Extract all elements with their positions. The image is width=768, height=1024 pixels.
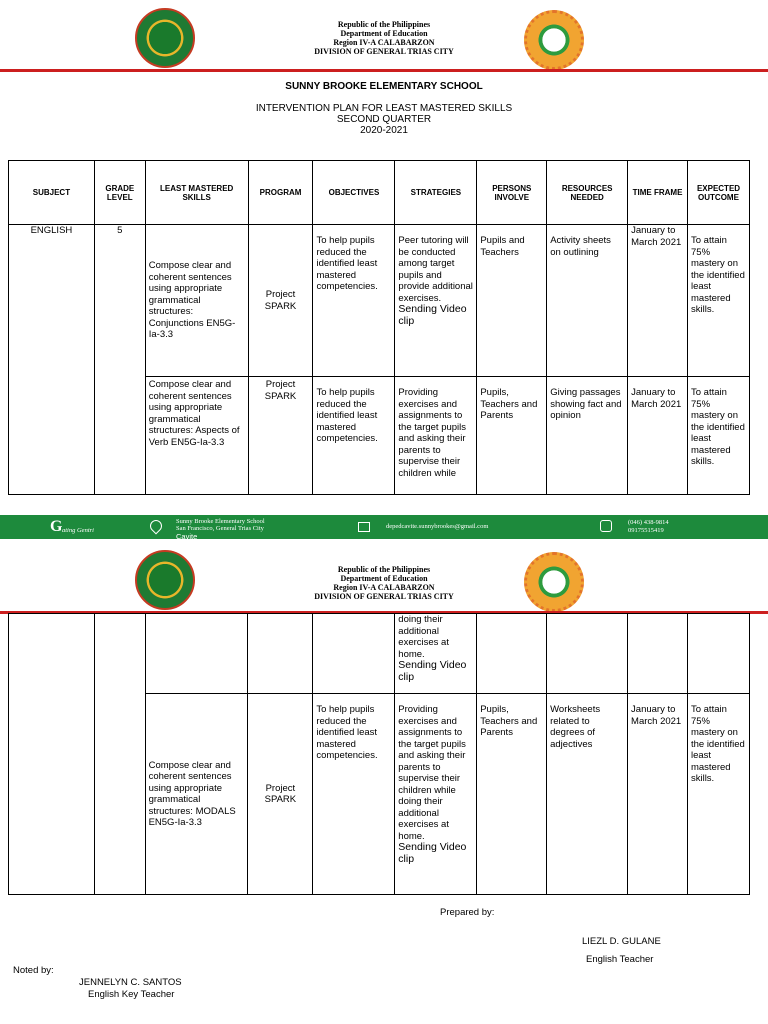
header-republic: Republic of the Philippines: [337, 20, 431, 29]
col-resources: RESOURCES NEEDED: [547, 161, 628, 225]
cell-program: Project SPARK: [248, 694, 313, 895]
cell-skills: Compose clear and coherent sentences using appropriate grammatical structures: Aspects of Verb EN5G-Ia-3.3: [145, 377, 248, 495]
col-program: PROGRAM: [248, 161, 313, 225]
cell-persons: Pupils and Teachers: [477, 225, 547, 377]
cell-strategies: [395, 225, 477, 377]
preparer-name: LIEZL D. GULANE: [582, 936, 661, 947]
header-deped: Department of Education: [340, 29, 428, 38]
header-region: Region IV-A CALABARZON: [333, 583, 435, 592]
cell-objectives: To help pupils reduced the identified least mastered competencies.: [313, 694, 395, 895]
cell-resources: Worksheets related to degrees of adjectives: [547, 694, 628, 895]
cell-grade: [94, 614, 145, 895]
cell-objectives: [313, 614, 395, 694]
cell-skills: [145, 614, 248, 694]
col-subject: SUBJECT: [9, 161, 95, 225]
noter-title: English Key Teacher: [88, 989, 175, 1000]
cell-program: Project SPARK: [248, 225, 313, 377]
cell-time: [628, 614, 688, 694]
cell-subject: [9, 614, 95, 895]
cell-strategies: [395, 694, 477, 895]
footer-email: depedcavite.sunnybrookes@gmail.com: [386, 523, 489, 530]
cell-outcome: [687, 614, 749, 694]
school-seal-logo: [524, 10, 584, 70]
footer-school: Sunny Brooke Elementary School: [176, 518, 265, 525]
prepared-label: Prepared by:: [440, 907, 495, 918]
cell-resources: Activity sheets on outlining: [547, 225, 628, 377]
cell-skills: Compose clear and coherent sentences using appropriate grammatical structures: MODALS EN5G-Ia-3.3: [145, 694, 248, 895]
table-row: [9, 225, 750, 377]
location-pin-icon: [148, 518, 165, 535]
school-name: SUNNY BROOKE ELEMENTARY SCHOOL: [285, 81, 483, 92]
header-division: DIVISION OF GENERAL TRIAS CITY: [314, 592, 454, 601]
cell-outcome: To attain 75% mastery on the identified least mastered skills.: [687, 694, 749, 895]
col-strategies: STRATEGIES: [395, 161, 477, 225]
preparer-title: English Teacher: [586, 954, 654, 965]
col-persons: PERSONS INVOLVE: [477, 161, 547, 225]
cell-time: January to March 2021: [628, 377, 688, 495]
strategies-extra: Sending Video clip: [398, 659, 467, 683]
header-region: Region IV-A CALABARZON: [333, 38, 435, 47]
footer-brand-text: ating Gentri: [62, 527, 94, 534]
page-footer: [0, 515, 768, 539]
col-outcome: EXPECTED OUTCOME: [688, 161, 750, 225]
page2-header: [0, 565, 768, 601]
cell-time: January to March 2021: [628, 225, 688, 377]
col-objectives: OBJECTIVES: [313, 161, 395, 225]
noted-label: Noted by:: [13, 965, 54, 976]
strategies-text: doing their additional exercises at home.: [398, 614, 449, 660]
table-header-row: [9, 161, 750, 225]
intervention-table-page1: [8, 160, 750, 495]
footer-address: San Francisco, General Trias City: [176, 525, 264, 532]
quarter-title: SECOND QUARTER: [336, 114, 432, 125]
table-row: [9, 614, 750, 694]
footer-phone1: (046) 438-9814: [628, 519, 669, 526]
cell-objectives: To help pupils reduced the identified least mastered competencies.: [313, 377, 395, 495]
footer-brand-letter: G: [50, 518, 63, 535]
cell-persons: [477, 614, 547, 694]
school-seal-logo: [524, 552, 584, 612]
col-grade: GRADE LEVEL: [94, 161, 145, 225]
cell-program: [248, 614, 313, 694]
cell-persons: Pupils, Teachers and Parents: [477, 694, 547, 895]
cell-persons: Pupils, Teachers and Parents: [477, 377, 547, 495]
header-division: DIVISION OF GENERAL TRIAS CITY: [314, 47, 454, 56]
col-skills: LEAST MASTERED SKILLS: [145, 161, 248, 225]
page1-header: [0, 20, 768, 56]
intervention-table-page2: [8, 613, 750, 895]
cell-resources: [547, 614, 628, 694]
strategies-extra: Sending Video clip: [398, 841, 467, 865]
cell-resources: Giving passages showing fact and opinion: [547, 377, 628, 495]
cell-subject: ENGLISH: [9, 225, 95, 495]
cell-time: January to March 2021: [628, 694, 688, 895]
footer-phone2: 09175515419: [628, 527, 664, 534]
plan-title: INTERVENTION PLAN FOR LEAST MASTERED SKILLS: [255, 103, 513, 114]
cell-grade: 5: [94, 225, 145, 495]
noter-name: JENNELYN C. SANTOS: [79, 977, 182, 988]
footer-address2: Cavite: [176, 532, 198, 541]
cell-strategies: [395, 614, 477, 694]
cell-outcome: To attain 75% mastery on the identified least mastered skills.: [688, 225, 750, 377]
header-republic: Republic of the Philippines: [337, 565, 431, 574]
cell-skills: Compose clear and coherent sentences using appropriate grammatical structures: Conjunctions EN5G-Ia-3.3: [145, 225, 248, 377]
strategies-text: Providing exercises and assignments to the target pupils and asking their parents to supervise their children while doing their additional exercises at home.: [398, 704, 466, 842]
cell-outcome: To attain 75% mastery on the identified least mastered skills.: [688, 377, 750, 495]
school-year: 2020-2021: [360, 125, 408, 136]
header-deped: Department of Education: [340, 574, 428, 583]
phone-icon: [600, 520, 612, 532]
strategies-text: Peer tutoring will be conducted among target pupils and provide additional exercises.: [398, 235, 473, 304]
strategies-extra: Sending Video clip: [398, 303, 467, 327]
cell-strategies: Providing exercises and assignments to the target pupils and asking their parents to supervise their children while: [395, 377, 477, 495]
col-time: TIME FRAME: [628, 161, 688, 225]
email-icon: [358, 522, 370, 532]
header-divider: [0, 69, 768, 72]
cell-program: Project SPARK: [248, 377, 313, 495]
cell-objectives: To help pupils reduced the identified least mastered competencies.: [313, 225, 395, 377]
